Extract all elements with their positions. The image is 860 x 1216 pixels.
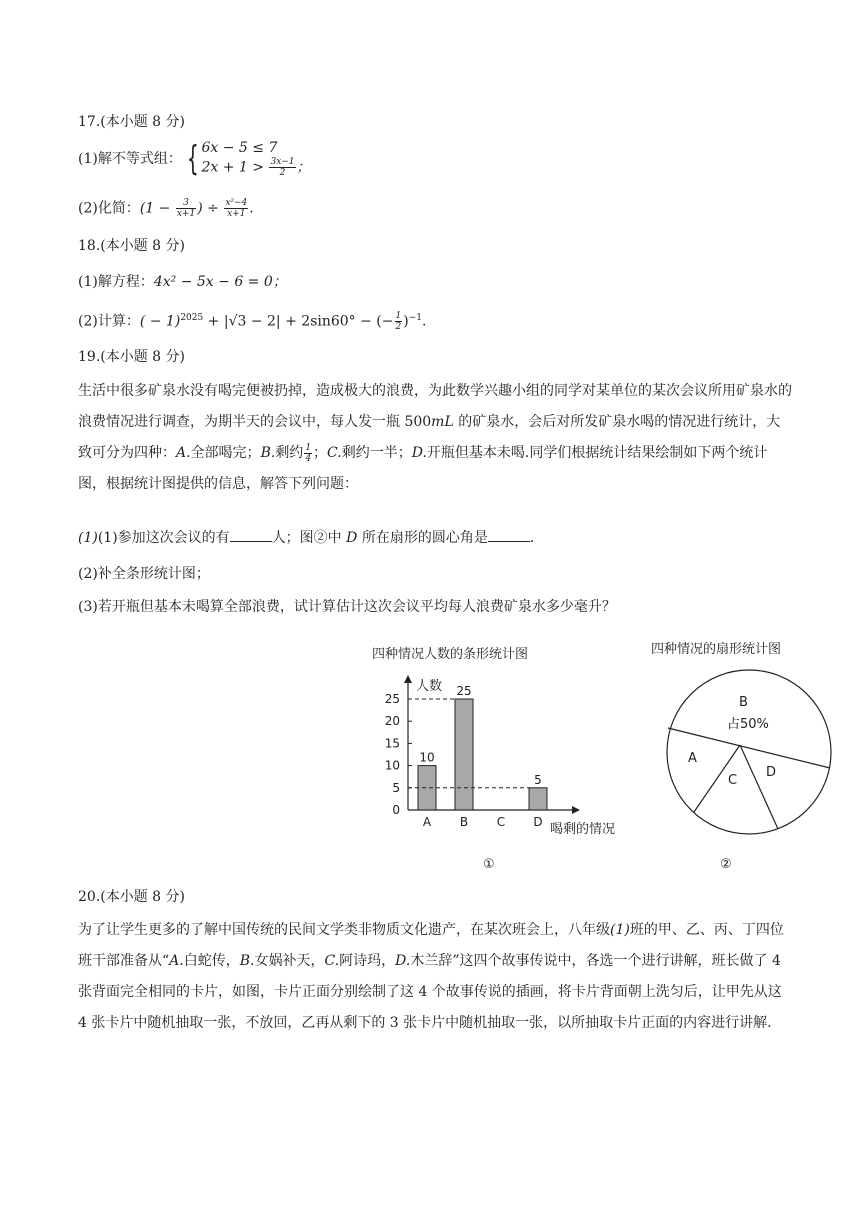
q18-part2: (2)计算：( − 1)$^{2025}$ + |√3 − 2| + 2sin60° − (− $\frac{1}{2}$ )$^{-1}$. [78,311,427,333]
x-axis-arrow-icon [572,806,580,814]
q20-header: 20.(本小题 8 分) [78,889,185,905]
pie-chart-title: 四种情况的扇形统计图 [651,642,782,657]
bar-value-label: 10 [419,750,435,765]
q19-sub3: (3)若开瓶但基本未喝算全部浪费，试计算估计这次会议平均每人浪费矿泉水多少毫升？ [78,599,616,615]
fraction-1: $\frac{3}{x+1}$ [176,198,196,219]
system-brace-icon: { [186,139,199,179]
y-axis-arrow-icon [404,675,412,683]
bar-chart-title: 四种情况人数的条形统计图 [372,647,529,662]
q19-header: 19.(本小题 8 分) [78,349,185,365]
inequality-1: 6x − 5 ≤ 7 [201,140,278,156]
pie-divider-cd [740,745,778,829]
q19-paragraph: 生活中很多矿泉水没有喝完便被扔掉，造成极大的浪费，为此数学兴趣小组的同学对某单位的某次会议所用矿泉水的浪费情况进行调查，为期半天的会议中，每人发一瓶 500mL 的矿泉水，会后对所发矿泉水喝的情况进行统计，大致可分为四种：A.全部喝完；B.剩约 $\frac{1}{4}$ ；C.剩约一半；D.开瓶但基本未喝.同学们根据统计结果绘制如下两个统计图，根据统计图提供的信息，解答下列问题： [78,383,792,492]
inequality-system [201,140,310,178]
q17-header: 17.(本小题 8 分) [78,114,185,130]
pie-label-d: D [766,765,777,780]
q17-part1-label: (1)解不等式组： [78,151,182,167]
x-axis-label: 喝剩的情况 [550,822,616,837]
pie-label-b: B [739,695,748,710]
fraction-2: $\frac{\text{x²−4}}{x+1}$ [225,198,248,219]
y-axis-label: 人数 [416,679,443,694]
quadratic-equation: 4x² − 5x − 6 = 0； [153,274,287,290]
answer-blank-1[interactable] [230,529,272,542]
x-tick-label: C [496,815,506,829]
q20-paragraph: 为了让学生更多的了解中国传统的民间文学类非物质文化遗产，在某次班会上，八年级(1)班的甲、乙、丙、丁四位班干部准备从“A.白蛇传，B.女娲补天，C.阿诗玛，D.木兰辞”这四个故事传说中，各选一个进行讲解，班长做了 4 张背面完全相同的卡片，如图，卡片正面分别绘制了这 4 个故事传说的插画，将卡片背面朝上洗匀后，让甲先从这 4 张卡片中随机抽取一张，不放回，乙再从剩下的 3 张卡片中随机抽取一张，以所抽取卡片正面的内容进行讲解. [78,922,784,1031]
bar [418,766,436,810]
bar-chart [360,668,650,838]
pie-chart-figure-label: ② [720,857,732,872]
bar [529,788,547,810]
y-tick-label: 20 [384,714,400,729]
y-tick-label: 5 [392,780,400,795]
y-tick-label: 25 [384,692,400,706]
answer-blank-2[interactable] [488,529,530,542]
pie-label-c: C [728,773,738,788]
bar-chart-figure-label: ① [483,857,495,872]
bar-value-label: 5 [534,772,542,787]
q17-part2: (2)化简：(1 − $\frac{3}{x+1}$ ) ÷ $\frac{\text{x²−4}}{x+1}$ . [78,198,254,219]
inequality-2: 2x + 1 > $\frac{3x-1}{2}$ ； [201,157,311,178]
x-tick-label: B [459,815,469,829]
q18-header: 18.(本小题 8 分) [78,238,185,254]
x-tick-label: A [422,815,432,829]
q19-sub2: (2)补全条形统计图； [78,566,210,582]
bar-value-label: 25 [456,684,472,698]
pie-label-a: A [688,751,697,766]
y-tick-label: 15 [384,736,400,751]
pie-chart [660,664,840,844]
q19-sub1: (1)(1)参加这次会议的有 人；图②中 D 所在扇形的圆心角是 . [78,530,535,546]
bar [455,699,473,810]
y-tick-label: 0 [392,803,400,817]
x-tick-label: D [533,815,543,829]
q18-part1: (1)解方程：4x² − 5x − 6 = 0； [78,274,287,290]
pie-annotation: 占50% [727,717,769,732]
y-tick-label: 10 [384,758,400,773]
q17-part1 [78,140,311,178]
